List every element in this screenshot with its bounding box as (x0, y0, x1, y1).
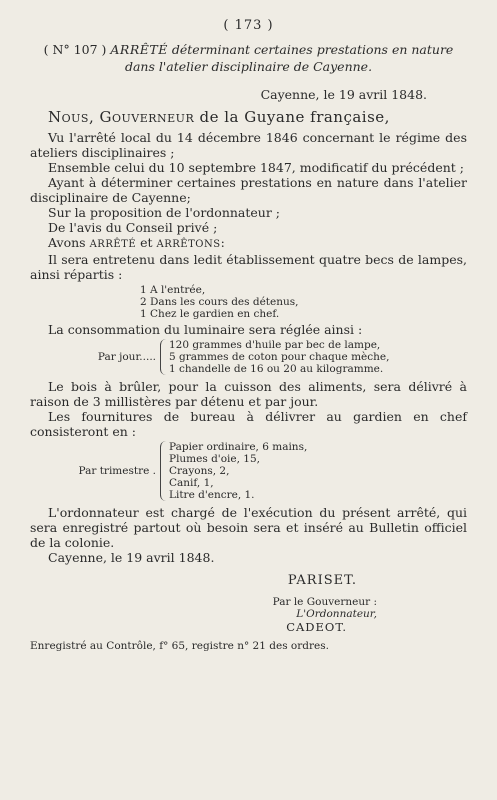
signature-pariset: PARISET. (287, 573, 357, 588)
list-item: Crayons, 2, (169, 465, 230, 477)
per-quarter-block (30, 441, 467, 501)
list-item: 5 grammes de coton pour chaque mèche, (169, 351, 390, 363)
per-quarter-label: Par trimestre . (78, 465, 156, 477)
list-item: 1 Chez le gardien en chef. (140, 308, 280, 320)
nous-line (48, 108, 467, 126)
place-date: Cayenne, le 19 avril 1848. (260, 87, 427, 102)
paragraph-ayant: Ayant à déterminer certaines prestations en nature dans l'atelier disciplinaire de Cayenne; (30, 175, 467, 205)
decree-title: ARRÊTÉ (110, 42, 168, 57)
nous-title: Gouverneur (99, 108, 195, 126)
registration-note: Enregistré au Contrôle, f° 65, registre n° 21 des ordres. (30, 640, 329, 652)
per-day-label: Par jour..... (97, 351, 156, 363)
paragraph-il-sera: Il sera entretenu dans ledit établissement quatre becs de lampes, ainsi répartis : (30, 252, 467, 282)
avons-et: et (140, 235, 153, 250)
page-number: ( 173 ) (223, 18, 274, 33)
paragraph-sur: Sur la proposition de l'ordonnateur ; (48, 205, 281, 220)
closing-date: Cayenne, le 19 avril 1848. (48, 550, 215, 565)
avons-arretons: ARRÊTONS (156, 239, 221, 250)
nous-rest: de la Guyane française, (199, 108, 390, 126)
par-le-label: Par le Gouverneur : (272, 596, 377, 608)
avons-arrete: ARRÊTÉ (89, 239, 137, 250)
par-le-gouverneur (30, 596, 377, 620)
decree-subtitle: déterminant certaines prestations en nature dans l'atelier disciplinaire de Cayenne. (124, 42, 454, 74)
list-item: Canif, 1, (169, 477, 214, 489)
per-day-block (30, 339, 467, 375)
decree-number: ( N° 107 ) (43, 42, 107, 57)
paragraph-de: De l'avis du Conseil privé ; (48, 220, 218, 235)
avons-colon: : (220, 235, 225, 250)
list-item: 2 Dans les cours des détenus, (140, 296, 299, 308)
paragraph-avons (30, 235, 467, 252)
paragraph-vu: Vu l'arrêté local du 14 décembre 1846 concernant le régime des ateliers disciplinaires ; (30, 130, 467, 160)
paragraph-consommation: La consommation du luminaire sera réglée ainsi : (48, 322, 363, 337)
lamps-list (140, 284, 467, 320)
list-item: 1 chandelle de 16 ou 20 au kilogramme. (169, 363, 384, 375)
per-day-items (160, 339, 389, 375)
nous-prefix: Nous, (48, 108, 95, 126)
ordonnateur-title: L'Ordonnateur, (296, 608, 377, 620)
list-item: 120 grammes d'huile par bec de lampe, (169, 339, 381, 351)
list-item: Plumes d'oie, 15, (169, 453, 260, 465)
list-item: 1 A l'entrée, (140, 284, 206, 296)
paragraph-bois: Le bois à brûler, pour la cuisson des aliments, sera délivré à raison de 3 millistères par détenu et par jour. (30, 379, 467, 409)
per-quarter-items (160, 441, 307, 501)
list-item: Papier ordinaire, 6 mains, (169, 441, 308, 453)
list-item: Litre d'encre, 1. (169, 489, 255, 501)
avons-prefix: Avons (48, 235, 86, 250)
paragraph-fournitures: Les fournitures de bureau à délivrer au gardien en chef consisteront en : (30, 409, 467, 439)
decree-heading (30, 41, 467, 75)
signature-cadeot: CADEOT. (286, 620, 347, 634)
paragraph-ordonnateur: L'ordonnateur est chargé de l'exécution du présent arrêté, qui sera enregistré partout où besoin sera et inséré au Bulletin officiel de la colonie. (30, 505, 467, 550)
paragraph-ensemble: Ensemble celui du 10 septembre 1847, modificatif du précédent ; (48, 160, 464, 175)
